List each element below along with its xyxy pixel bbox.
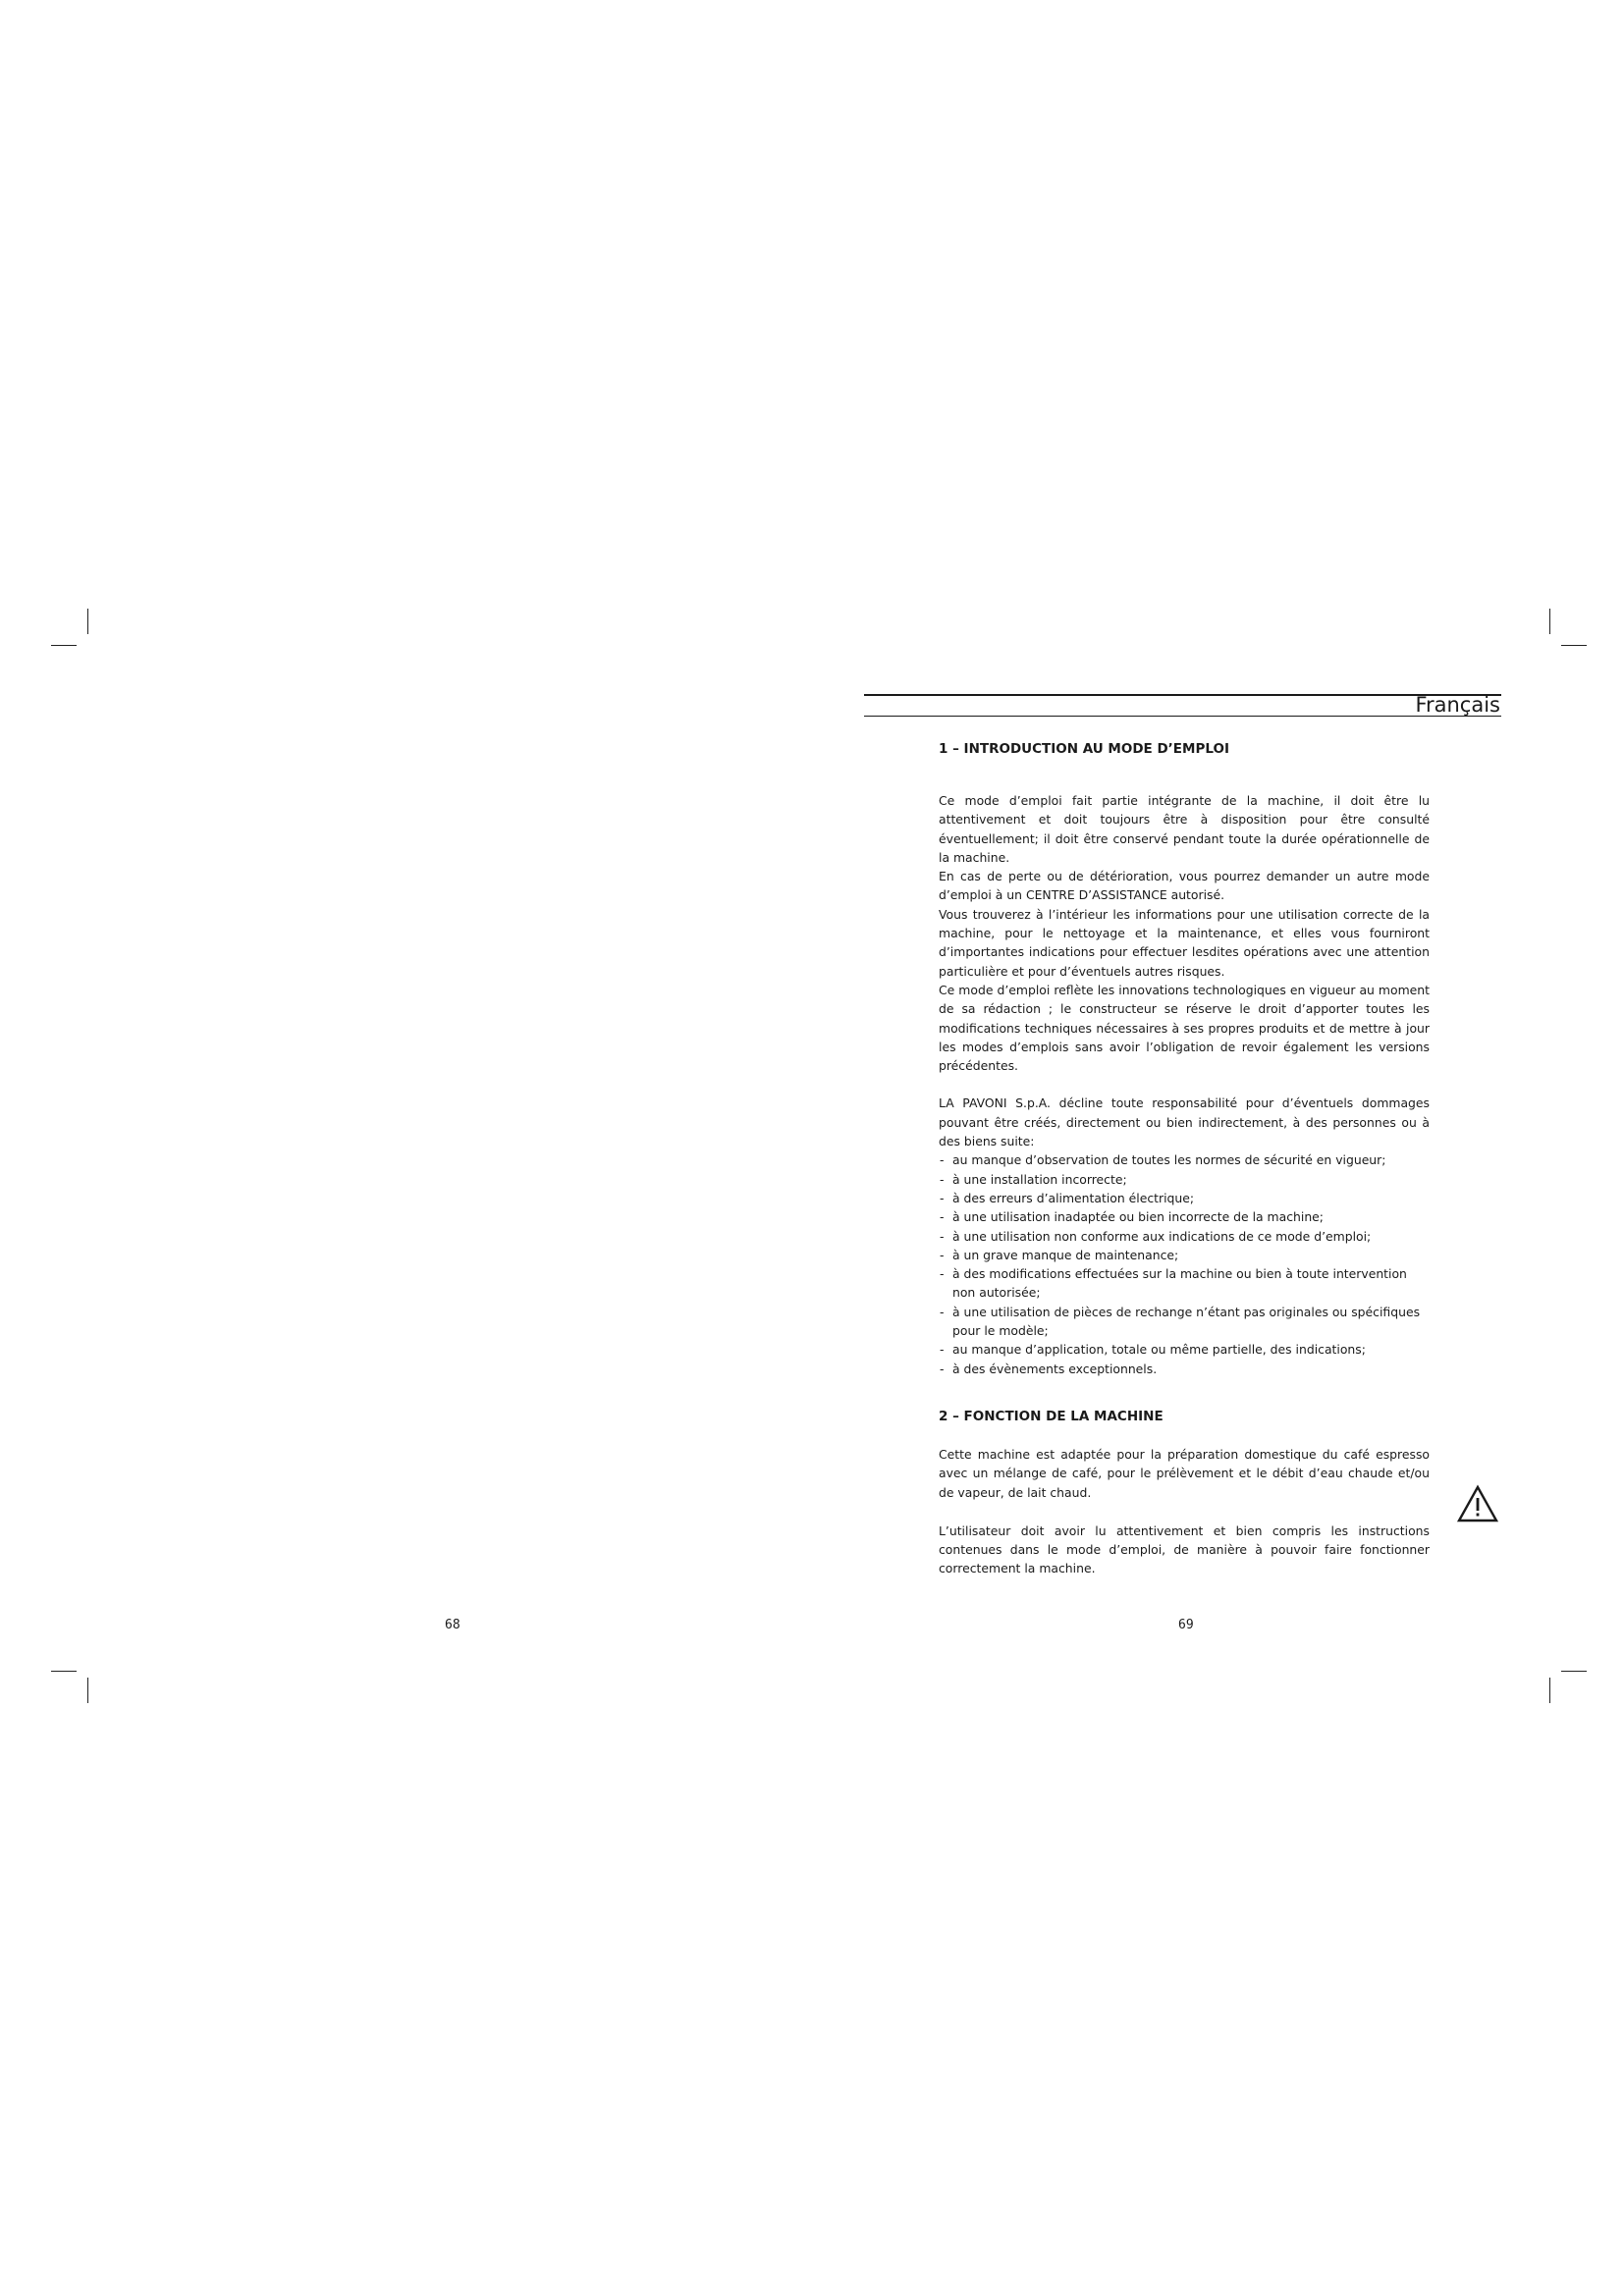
list-item: - à une utilisation inadaptée ou bien incorrecte de la machine; (939, 1207, 1430, 1226)
paragraph: En cas de perte ou de détérioration, vous pourrez demander un autre mode d’emploi à un CENTRE D’ASSISTANCE autorisé. (939, 869, 1430, 903)
page-number-left: 68 (445, 1618, 460, 1632)
list-item: - à une utilisation de pièces de rechange n’étant pas originales ou spécifiques pour le modèle; (939, 1303, 1430, 1341)
section-title: 1 – INTRODUCTION AU MODE D’EMPLOI (939, 741, 1229, 757)
header-rule-bottom (864, 716, 1501, 717)
paragraph: Ce mode d’emploi reflète les innovations technologiques en vigueur au moment de sa rédaction ; le constructeur se réserve le droit d’apporter toutes les modifications techniques nécessaires à ses propres produits et de mettre à jour les modes d’emplois sans avoir l’obligation de revoir également les versions précédentes. (939, 982, 1430, 1074)
list-item: - à un grave manque de maintenance; (939, 1246, 1430, 1264)
list-item: - à une utilisation non conforme aux indications de ce mode d’emploi; (939, 1227, 1430, 1246)
crop-mark (1561, 1671, 1587, 1672)
paragraph: Ce mode d’emploi fait partie intégrante de la machine, il doit être lu attentivement et doit toujours être à disposition pour être consulté éventuellement; il doit être conservé pendant toute la durée opérationnelle de la machine. (939, 793, 1430, 865)
list-item: - au manque d’observation de toutes les normes de sécurité en vigueur; (939, 1150, 1430, 1169)
list-item: - à une installation incorrecte; (939, 1170, 1430, 1189)
crop-mark (1549, 609, 1550, 634)
section-title: 2 – FONCTION DE LA MACHINE (939, 1408, 1164, 1424)
crop-mark (87, 1678, 88, 1703)
spacer (939, 1075, 1430, 1094)
crop-mark (87, 609, 88, 634)
crop-mark (51, 1671, 77, 1672)
page-number-right: 69 (1178, 1618, 1194, 1632)
paragraph: Cette machine est adaptée pour la préparation domestique du café espresso avec un mélange de café, pour le prélèvement et le débit d’eau chaude et/ou de vapeur, de lait chaud. (939, 1446, 1430, 1500)
paragraph: L’utilisateur doit avoir lu attentivement et bien compris les instructions contenues dans le mode d’emploi, de manière à pouvoir faire fonctionner correctement la machine. (939, 1522, 1430, 1576)
crop-mark (51, 645, 77, 646)
page-content (939, 728, 1430, 1578)
crop-mark (1561, 645, 1587, 646)
spacer (939, 1502, 1430, 1522)
warning-triangle-icon (1456, 1484, 1499, 1523)
list-item: - à des modifications effectuées sur la machine ou bien à toute intervention non autorisée; (939, 1264, 1430, 1303)
header-rule-top (864, 694, 1501, 696)
liability-list (939, 1150, 1430, 1378)
language-label: Français (1415, 693, 1500, 717)
paragraph: Vous trouverez à l’intérieur les informations pour une utilisation correcte de la machine, pour le nettoyage et la maintenance, et elles vous fourniront d’importantes indications pour effectuer lesdites opérations avec une attention particulière et pour d’éventuels autres risques. (939, 906, 1430, 979)
disclaimer-paragraph: LA PAVONI S.p.A. décline toute responsabilité pour d’éventuels dommages pouvant être créés, directement ou bien indirectement, à des personnes ou à des biens suite: (939, 1095, 1430, 1149)
list-item: - à des évènements exceptionnels. (939, 1360, 1430, 1378)
list-item: - à des erreurs d’alimentation électrique; (939, 1189, 1430, 1207)
list-item: - au manque d’application, totale ou même partielle, des indications; (939, 1340, 1430, 1359)
crop-mark (1549, 1678, 1550, 1703)
